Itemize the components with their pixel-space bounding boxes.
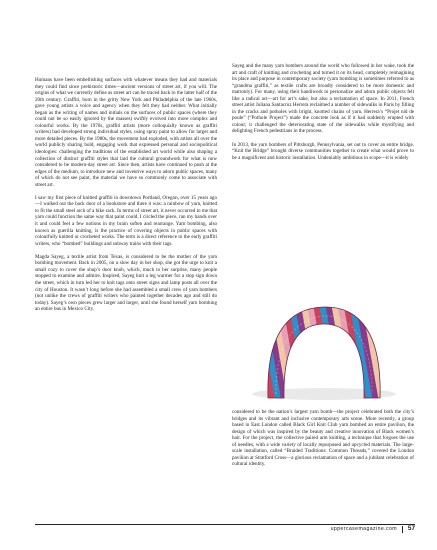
yarn-bombed-bike-rack-photo <box>232 294 414 406</box>
article-paragraph: Humans have been embellishing surfaces with whatever means they had and materials they could find since prehistoric times—ancient versions of street art, if you will. The origins of what we currently define as street art can be traced back to the latter half of the 20th century. Graffiti, born in the gritty New York and Philadelphia of the late 1960s, gave young artists a voice and agency when they felt they had neither. What initially began as the writing of names and initials on the surfaces of public spaces (where they could not be so easily ignored by the masses) swiftly evolved into more complex and colourful works. By the 1970s, graffiti artists (more colloquially known as graffiti writers) had developed strong individual styles, using spray paint to allow for larger and more detailed pieces. By the 1980s, the movement had exploded, with artists all over the world publicly sharing bold, engaging work that expressed personal and sociopolitical ideologies: challenging the traditions of the established art world while also shaping a collection of distinct graffiti styles that laid the cultural groundwork for what is now considered to be modern-day street art. Since then, artists have continued to push at the edges of the medium, to introduce new and inventive ways to adorn public spaces, many of which do not see paint, the material we have so commonly come to associate with street art. <box>35 77 217 188</box>
page-footer <box>35 524 415 536</box>
page-number: 57 <box>407 525 415 532</box>
article-paragraph: Sayeg and the many yarn bombers around the world who followed in her wake, took the art and craft of knitting and crocheting and turned it on its head, completely reimagining its place and purpose in contemporary society (yarn bombing is sometimes referred to as “grandma graffiti,” as textile crafts are broadly considered to be more domestic and matronly). For many, using their handiwork to personalize and adorn public objects felt like a radical act—art for art’s sake, but also a reclamation of space. In 2011, French street artist Juliana Santacruz Herrera reclaimed a number of sidewalks in Paris by filling in the cracks and potholes with bright, knotted chains of yarn. Herrera’s “Projet nid de poule” (“Pothole Project”) made the concrete look as if it had suddenly erupted with colour; it challenged the deteriorating state of the sidewalks while mystifying and delighting French pedestrians in the process. <box>232 63 414 135</box>
footer-divider <box>35 524 415 525</box>
article-column-right-bottom <box>232 409 414 517</box>
article-paragraph: considered to be the nation’s largest yarn bomb—the project celebrated both the city’s bridges and its vibrant and inclusive contemporary arts scene. More recently, a group based in East London called Black Girl Knit Club yarn bombed an entire pavilion, the design of which was inspired by the beauty and creative innovation of Black women’s hair. For the project, the collective paired arm knitting, a technique that forgoes the use of needles, with a wide variety of locally repurposed and upcycled materials. The large-scale installation, called “Braided Traditions: Common Threads,” covered the London pavilion at Stratford Cross—a glorious reclamation of space and a jubilant celebration of cultural identity. <box>232 409 414 468</box>
article-paragraph: I saw my first piece of knitted graffiti in downtown Portland, Oregon, over 15 years ago—I walked out the back door of a bookstore and there it was: a rainbow of yarn, knitted to fit the small steel arch of a bike rack. In terms of street art, it never occurred to me that yarn could function the same way that paint could. I circled the piece, ran my hands over it and could feel a few notions in my brain soften and rearrange. Yarn bombing, also known as guerilla knitting, is the practice of covering objects in public spaces with colourfully knitted or crocheted works. The term is a direct reference to the early graffiti writers, who “bombed” buildings and subway trains with their tags. <box>35 194 217 247</box>
article-paragraph: Magda Sayeg, a textile artist from Texas, is considered to be the mother of the yarn bombing movement. Back in 2005, on a slow day in her shop, she got the urge to knit a small cozy to cover the shop’s door knob, which, much to her surprise, many people stopped to examine and admire. Inspired, Sayeg knit a leg warmer for a stop sign down the street, which in turn led her to knit tags onto street signs and lamp posts all over the city of Houston. It wasn’t long before she had assembled a small crew of yarn bombers (not unlike the crews of graffiti writers who painted together decades ago and still do today). Sayeg’s own pieces grew larger and larger, until she found herself yarn bombing an entire bus in Mexico City. <box>35 253 217 313</box>
yarn-arch-illustration <box>232 294 414 406</box>
article-column-left <box>35 77 217 477</box>
magazine-url[interactable]: uppercasemagazine.com <box>330 526 397 532</box>
article-paragraph: In 2013, the yarn bombers of Pittsburgh, Pennsylvania, set out to cover an entire bridge. “Knit the Bridge” brought diverse communities together to create what would prove to be a magnificent and historic installation. Undeniably ambitious in scope—it is widely <box>232 141 414 161</box>
footer-separator <box>402 526 403 533</box>
article-column-right-top <box>232 63 414 299</box>
